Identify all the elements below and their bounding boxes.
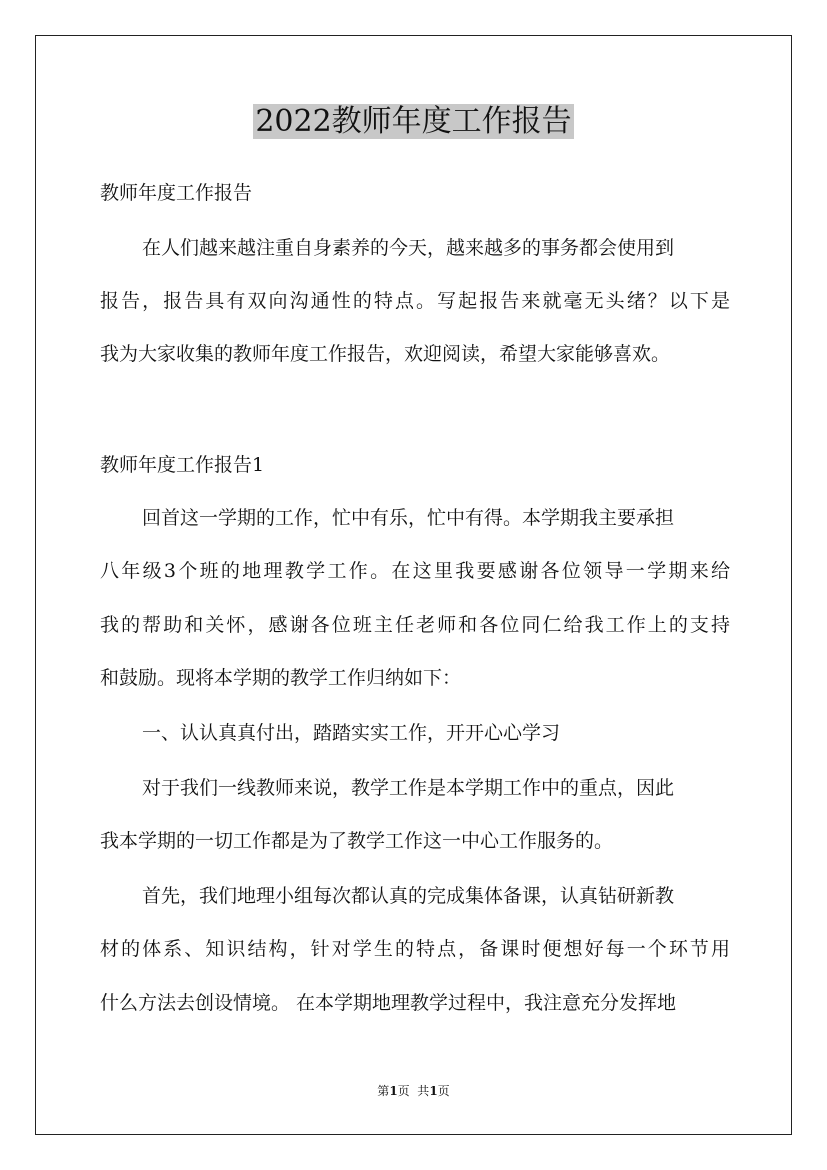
section-heading-intro: 教师年度工作报告 [100,182,253,204]
paragraph-line: 和鼓励。现将本学期的教学工作归纳如下： [100,667,462,689]
paragraph-line: 回首这一学期的工作，忙中有乐，忙中有得。本学期我主要承担 [142,507,675,529]
document-title-text: 2022教师年度工作报告 [255,104,572,139]
paragraph-line: 我的帮助和关怀，感谢各位班主任老师和各位同仁给我工作上的支持 [100,614,730,636]
paragraph-line: 我本学期的一切工作都是为了教学工作这一中心工作服务的。 [100,830,614,852]
paragraph-line: 什么方法去创设情境。 在本学期地理教学过程中，我注意充分发挥地 [100,992,677,1014]
paragraph-line: 对于我们一线教师来说，教学工作是本学期工作中的重点，因此 [142,777,675,799]
footer-page-mid: 页 共 [397,1084,430,1098]
document-title [0,100,827,144]
page-footer [0,1083,827,1099]
paragraph-line: 报告，报告具有双向沟通性的特点。写起报告来就毫无头绪？以下是 [100,290,730,312]
paragraph-line: 材的体系、知识结构，针对学生的特点，备课时便想好每一个环节用 [100,938,730,960]
paragraph-line: 首先，我们地理小组每次都认真的完成集体备课，认真钻研新教 [142,885,675,907]
paragraph-line: 八年级3个班的地理教学工作。在这里我要感谢各位领导一学期来给 [100,560,730,582]
footer-total-pages: 1 [429,1084,438,1098]
paragraph-line: 我为大家收集的教师年度工作报告，欢迎阅读，希望大家能够喜欢。 [100,343,671,365]
footer-page-prefix: 第 [377,1084,390,1098]
footer-page-suffix: 页 [437,1084,450,1098]
paragraph-line: 在人们越来越注重自身素养的今天，越来越多的事务都会使用到 [142,237,675,259]
footer-page-number: 1 [389,1084,398,1098]
section-heading-report-1: 教师年度工作报告1 [100,454,265,476]
subsection-heading: 一、认认真真付出，踏踏实实工作，开开心心学习 [142,722,561,744]
